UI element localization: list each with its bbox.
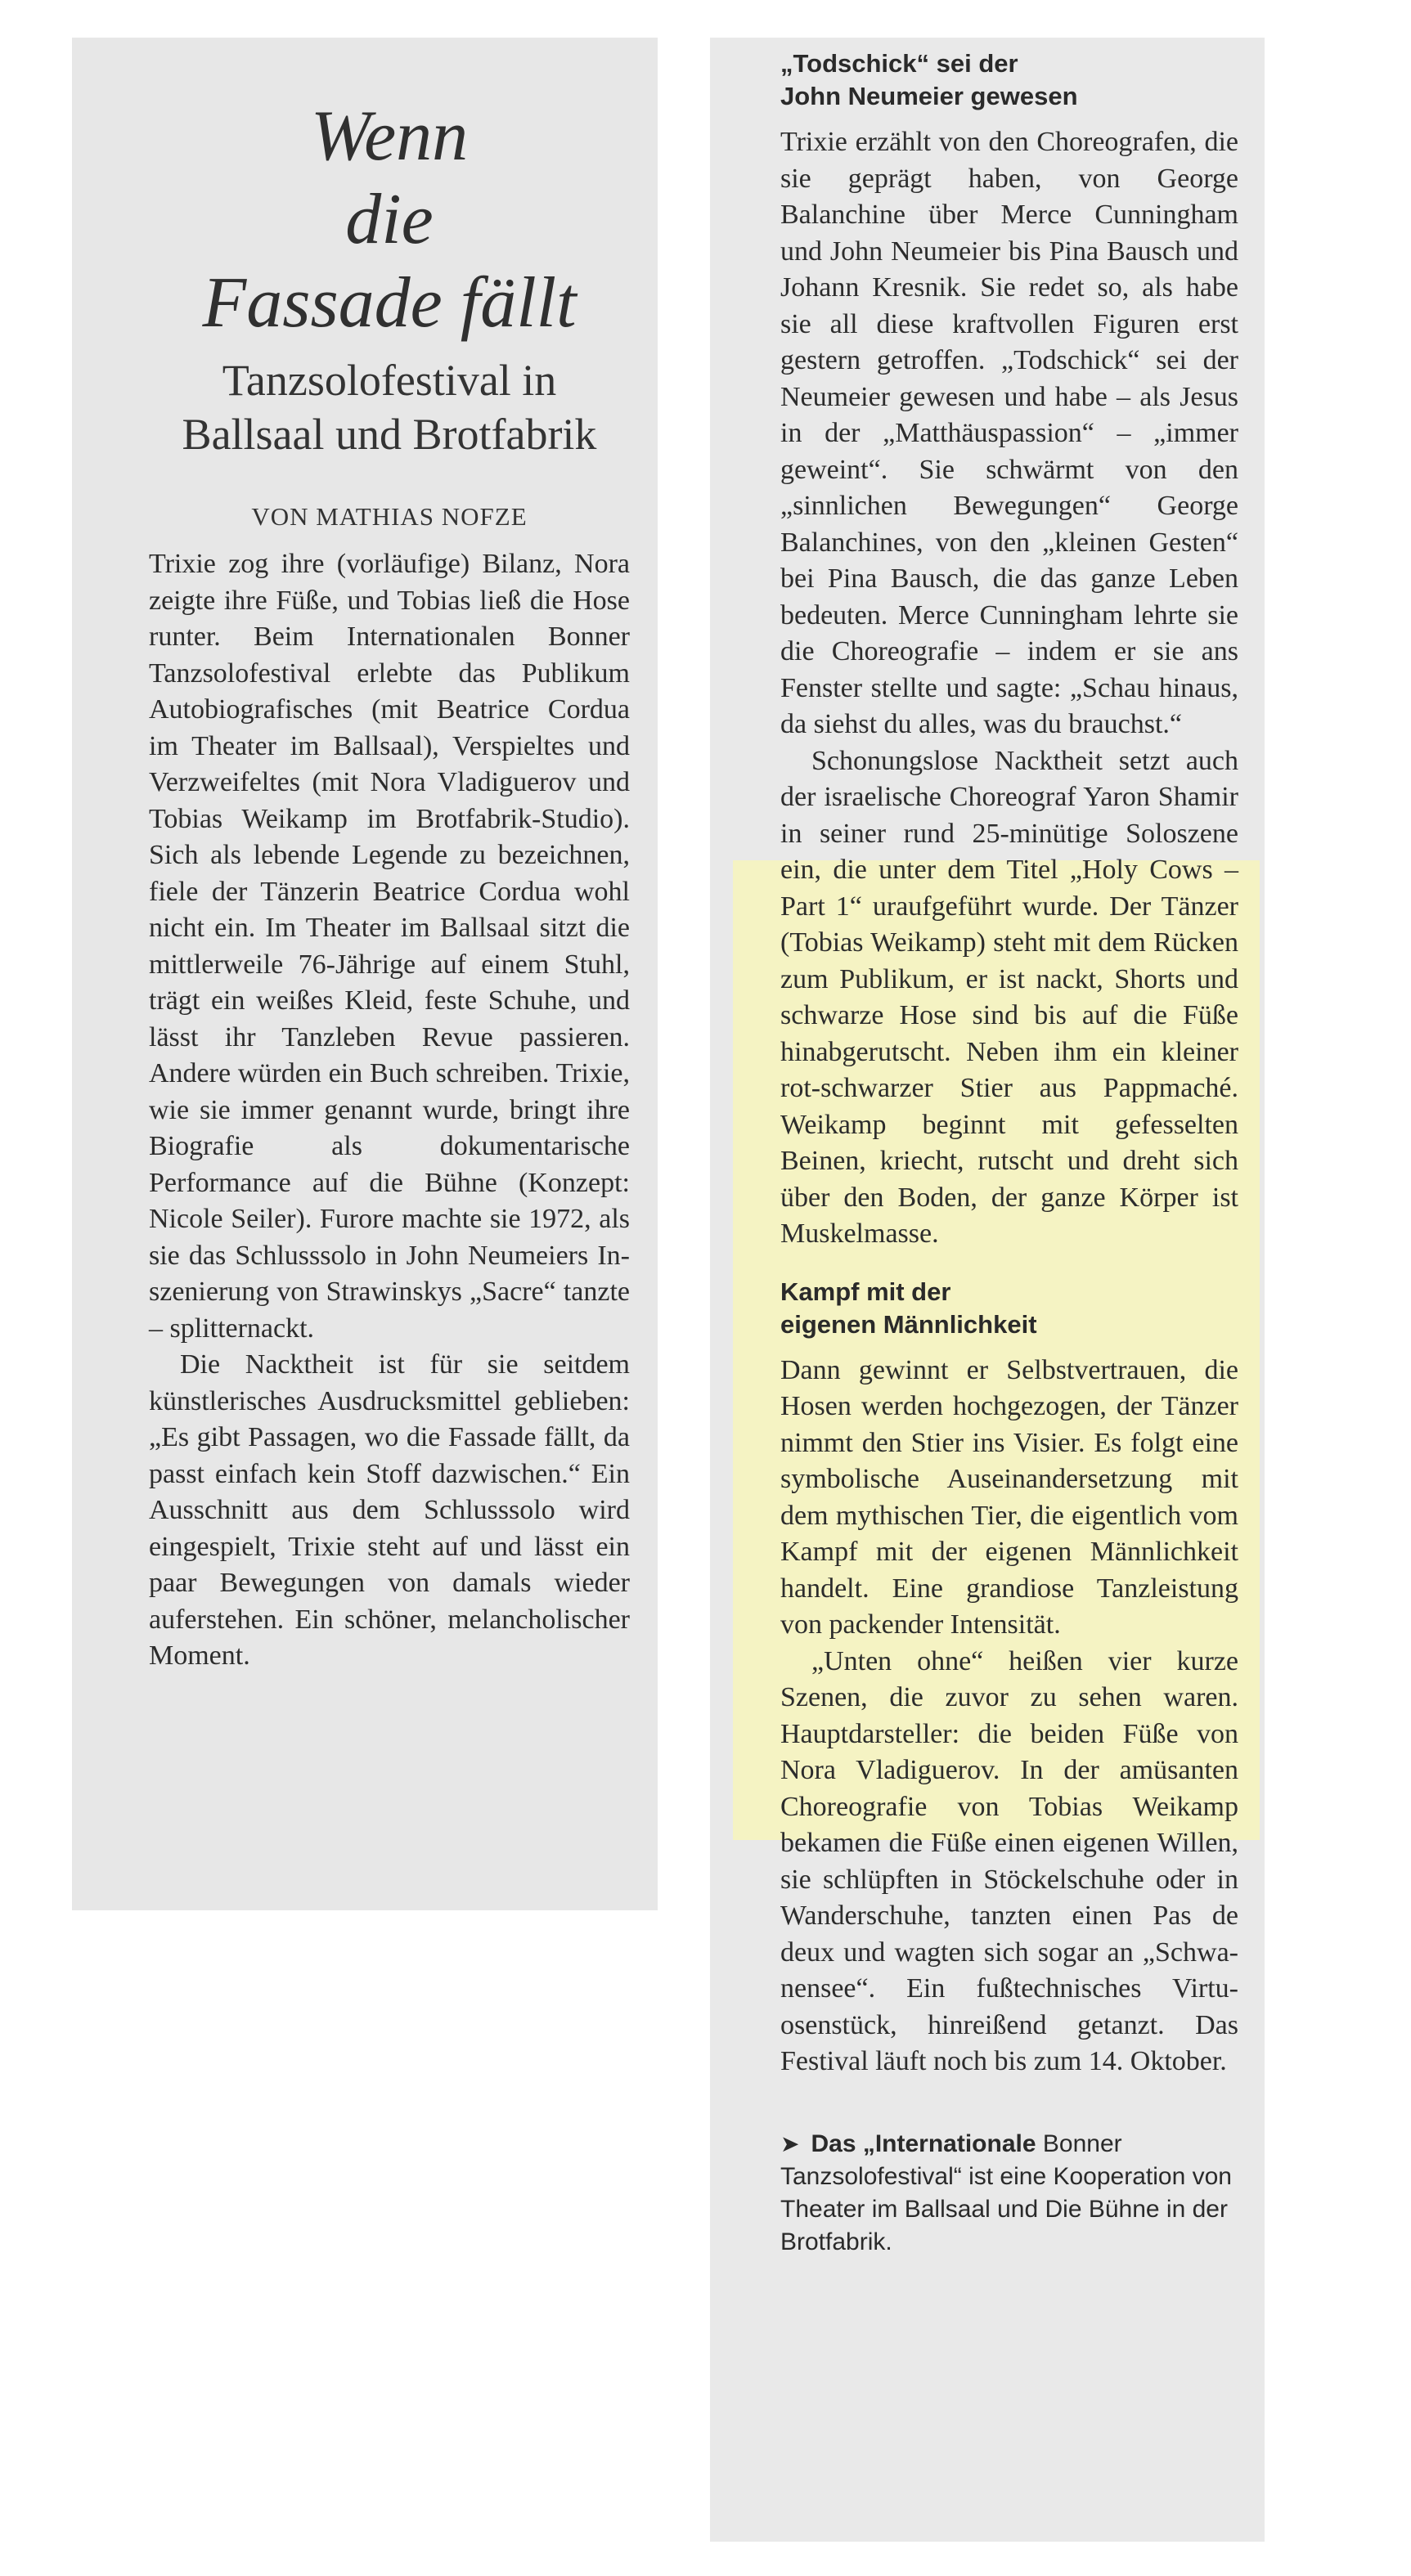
headline-line: Wenn (310, 96, 469, 176)
section-heading-line: John Neumeier gewesen (780, 82, 1078, 110)
section-heading (780, 47, 1238, 113)
subheadline (149, 353, 630, 461)
left-body (149, 546, 630, 1675)
right-body-1 (780, 124, 1238, 1253)
headline (149, 95, 630, 345)
paragraph: „Unten ohne“ heißen vier kurze Szenen, die zuvor zu sehen waren. Hauptdarsteller: die beiden Füße von Nora Vladiguerov. In der amüsanten Choreografie von Tobias Weikamp bekamen die Füße einen eigenen Willen, sie schlüpften in Stöckelschuhe oder in Wanderschuhe, tanzten einen Pas de deux und wagten sich sogar an „Schwanensee“. Ein fußtechnisches Virtuosenstück, hinreißend getanzt. Das Festival läuft noch bis zum 14. Oktober. (780, 1645, 1238, 2076)
section-heading-line: Kampf mit der (780, 1277, 951, 1306)
info-lead: Das „Internationale (811, 2129, 1036, 2157)
subheadline-line: Tanzsolofestival in (222, 356, 557, 405)
subheadline-line: Ballsaal und Brotfabrik (182, 410, 597, 459)
info-box (780, 2128, 1238, 2259)
headline-line: die (345, 180, 434, 259)
right-body-2 (780, 1353, 1238, 2080)
paragraph: Trixie erzählt von den Choreografen, die sie geprägt haben, von George Balanchine über Merce Cunningham und John Neumeier bis Pina Bausch und Johann Kresnik. Sie redet so, als habe sie all diese kraftvollen Figuren erst gestern getroffen. „Todschick“ sei der Neumeier gewesen und habe – als Jesus in der „Matthäuspassion“ – „immer geweint“. Sie schwärmt von den „sinnlichen Bewegungen“ George Balanchines, von den „kleinen Gesten“ bei Pina Bausch, die das ganze Leben bedeuten. Merce Cunningham lehrte sie die Choreografie – indem er sie ans Fenster stellte und sagte: „Schau hinaus, da siehst du alles, was du brauchst.“ (780, 127, 1238, 739)
paragraph: Dann gewinnt er Selbstvertrauen, die Hosen werden hochgezogen, der Tänzer nimmt den Stier ins Visier. Es folgt eine symbolische Auseinandersetzung mit dem mythischen Tier, die eigentlich vom Kampf mit der eigenen Männlichkeit handelt. Eine grandiose Tanzleistung von packender Intensität. (780, 1354, 1238, 1640)
section-heading-line: eigenen Männlichkeit (780, 1309, 1037, 1339)
info-text: Bonner Tanzsolofestival“ ist eine Kooperation von Theater im Ballsaal und Die Bühne in der Brotfabrik. (780, 2129, 1232, 2255)
section-heading (780, 1276, 1238, 1341)
paragraph: Trixie zog ihre (vorläufige) Bilanz, Nora zeigte ihre Füße, und Tobias ließ die Hose runter. Beim Internationalen Bonner Tanzsolofestival erlebte das Publikum Autobiografisches (mit Beatrice Cordua im Theater im Ballsaal), Verspieltes und Verzweifeltes (mit Nora Vladiguerov und Tobias Weikamp im Brotfabrik-Studio). Sich als lebende Legende zu bezeichnen, fiele der Tänzerin Beatrice Cordua wohl nicht ein. Im Theater im Ballsaal sitzt die mittlerweile 76-Jährige auf einem Stuhl, trägt ein weißes Kleid, feste Schuhe, und lässt ihr Tanzleben Revue passieren. Andere würden ein Buch schreiben. Trixie, wie sie immer genannt wurde, bringt ihre Biografie als dokumentarische Performance auf die Bühne (Konzept: Nicole Seiler). Furore machte sie 1972, als sie das Schlusssolo in John Neumeiers Inszenierung von Strawinskys „Sacre“ tanzte – splitternackt. (149, 549, 630, 1344)
section-heading-line: „Todschick“ sei der (780, 49, 1018, 78)
arrow-icon: ➤ (780, 2130, 800, 2156)
left-column (72, 38, 658, 1910)
byline: VON MATHIAS NOFZE (251, 502, 528, 531)
paragraph: Schonungslose Nacktheit setzt auch der israelische Choreograf Yaron Shamir in seiner rund 25-minütige Soloszene ein, die unter dem Titel „Holy Cows – Part 1“ uraufgeführt wurde. Der Tänzer (Tobias Weikamp) steht mit dem Rücken zum Publikum, er ist nackt, Shorts und schwarze Hose sind bis auf die Füße hinabgerutscht. Neben ihm ein kleiner rot-schwarzer Stier aus Pappmaché. Weikamp beginnt mit gefesselten Beinen, kriecht, rutscht und dreht sich über den Boden, der ganze Körper ist Muskelmasse. (780, 745, 1238, 1249)
paragraph: Die Nacktheit ist für sie seitdem künstlerisches Ausdrucksmittel geblieben: „Es gibt Passagen, wo die Fassade fällt, da passt einfach kein Stoff dazwischen.“ Ein Ausschnitt aus dem Schlusssolo wird eingespielt, Trixie steht auf und lässt ein paar Bewegungen von damals wieder auferstehen. Ein schöner, melancholischer Moment. (149, 1349, 630, 1671)
headline-line: Fassade fällt (202, 263, 577, 343)
right-column-content (780, 47, 1238, 2259)
